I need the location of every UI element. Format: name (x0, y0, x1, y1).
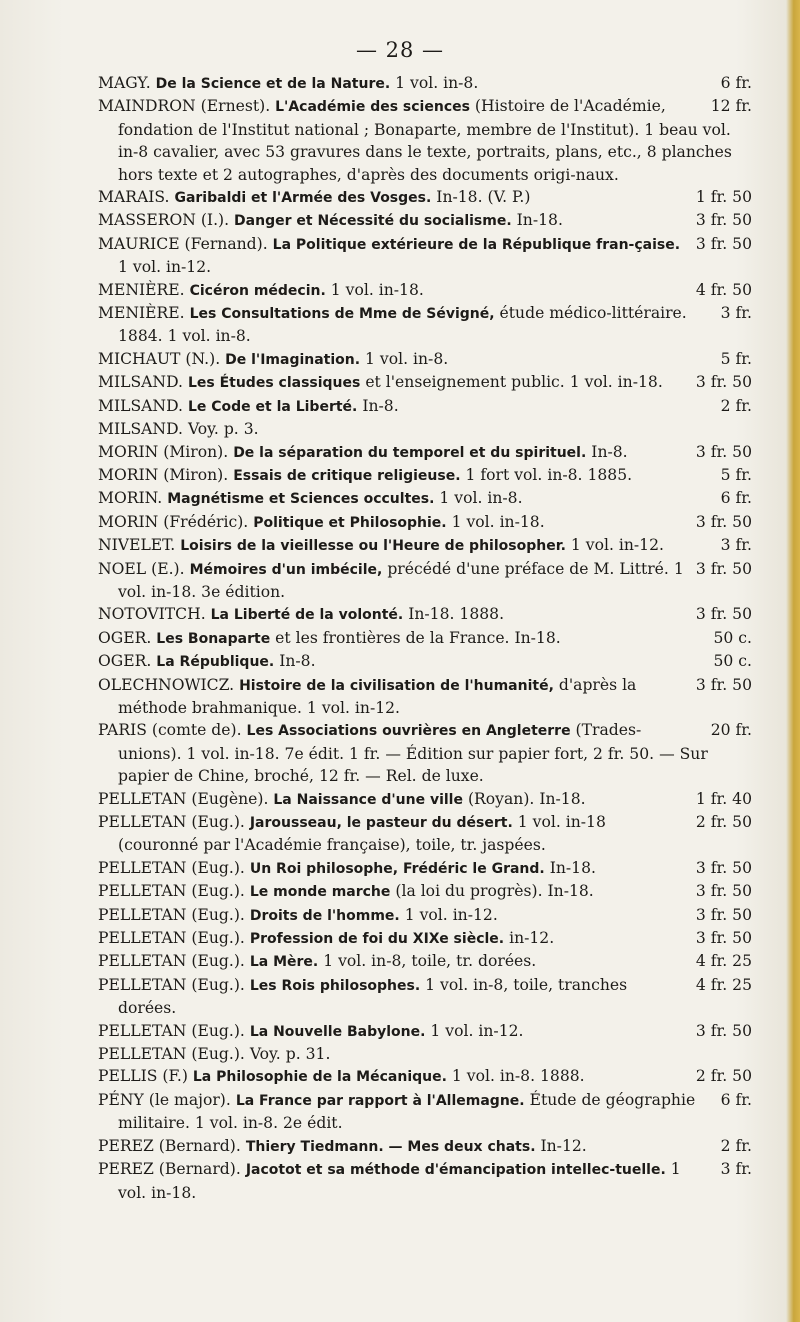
entry-price: 50 c. (713, 652, 752, 671)
entry-author: PEREZ (Bernard). (98, 1136, 241, 1155)
entry-title: Jarousseau, le pasteur du désert. (249, 815, 513, 831)
entry-price: 5 fr. (720, 465, 752, 484)
catalogue-entry (98, 1135, 752, 1158)
entry-title: Thiery Tiedmann. — Mes deux chats. (245, 1138, 536, 1155)
catalogue-entry (98, 487, 752, 510)
entry-title: Essais de critique religieuse. (233, 467, 461, 484)
entry-details: 1 vol. in-8. (439, 489, 523, 508)
entry-author: MAURICE (Fernand). (98, 234, 268, 253)
entry-title: Cicéron médecin. (189, 282, 326, 299)
entry-price: 3 fr. 50 (695, 559, 752, 578)
catalogue-entry (98, 950, 752, 973)
entry-author: MORIN. (98, 489, 163, 508)
entry-title: Garibaldi et l'Armée des Vosges. (174, 190, 432, 207)
entry-price: 3 fr. 50 (695, 211, 752, 230)
entry-title: La République. (156, 654, 275, 671)
entry-price: 3 fr. 50 (695, 905, 752, 924)
entry-price: 1 fr. 50 (695, 188, 752, 207)
entry-details: étude médico-littéraire. 1884. 1 vol. in-8. (118, 304, 687, 346)
catalogue-entry (98, 72, 752, 95)
entry-price: 20 fr. (710, 721, 752, 740)
entry-details: In-8. (279, 652, 316, 671)
entry-title: La Naissance d'une ville (273, 791, 463, 808)
catalogue-entry (98, 811, 752, 857)
catalogue-entry (98, 857, 752, 880)
entry-details: 1 vol. in-8, toile, tr. dorées. (323, 952, 537, 971)
entry-price: 4 fr. 25 (695, 975, 752, 994)
entry-title: Les Études classiques (187, 375, 361, 392)
entry-author: NIVELET. (98, 536, 176, 555)
entry-details: 1 fort vol. in-8. 1885. (465, 465, 633, 484)
entry-price: 3 fr. 50 (695, 442, 752, 461)
page-number: — 28 — (355, 38, 445, 62)
entry-author: MENIÈRE. (98, 280, 185, 299)
catalogue-entry (98, 974, 752, 1020)
catalogue-entry (98, 788, 752, 811)
entry-title: Histoire de la civilisation de l'humanité, (239, 677, 554, 694)
catalogue-entries (98, 72, 752, 1204)
entry-author: PELLETAN (Eug.). (98, 975, 245, 994)
catalogue-entry (98, 650, 752, 673)
entry-author: PELLETAN (Eug.). (98, 813, 245, 831)
entry-price: 5 fr. (720, 349, 752, 368)
catalogue-entry (98, 1158, 752, 1204)
entry-details: (Trades-unions). 1 vol. in-18. 7e édit. 1 fr. — Édition sur papier fort, 2 fr. 50. — Sur papier de Chine, broché, 12 fr. — Rel. de luxe. (118, 721, 708, 786)
entry-price: 3 fr. 50 (695, 882, 752, 901)
entry-details: In-18. (V. P.) (436, 188, 531, 207)
entry-details: d'après la méthode brahmanique. 1 vol. in-12. (118, 675, 637, 717)
entry-title: La Liberté de la volonté. (210, 607, 404, 624)
catalogue-entry (98, 603, 752, 626)
catalogue-entry (98, 1043, 752, 1065)
entry-details: 1 vol. in-8. (395, 74, 479, 92)
entry-title: De l'Imagination. (225, 351, 361, 368)
entry-author: PELLETAN (Eug.). (98, 905, 245, 924)
entry-author: MASSERON (I.). (98, 211, 230, 230)
entry-price: 2 fr. 50 (695, 1067, 752, 1086)
catalogue-entry (98, 279, 752, 302)
catalogue-entry (98, 719, 752, 787)
entry-title: Mémoires d'un imbécile, (189, 561, 383, 578)
entry-title: L'Académie des sciences (275, 99, 470, 116)
entry-price: 3 fr. 50 (695, 234, 752, 253)
entry-details: (la loi du progrès). In-18. (395, 882, 594, 901)
entry-price: 50 c. (713, 628, 752, 647)
entry-author: MAGY. (98, 74, 151, 92)
entry-title: Les Bonaparte (156, 630, 271, 647)
catalogue-entry (98, 418, 752, 440)
entry-details: in-12. (509, 929, 555, 948)
entry-author: PELLIS (F.) (98, 1067, 188, 1086)
catalogue-entry (98, 558, 752, 604)
gilt-page-edge (786, 0, 800, 1322)
entry-author: MARAIS. (98, 188, 170, 207)
entry-author: MORIN (Miron). (98, 465, 229, 484)
entry-details: In-18. (516, 211, 563, 230)
entry-details: 1 vol. in-8. 1888. (451, 1067, 585, 1086)
entry-details: 1 vol. in-18. (330, 280, 424, 299)
catalogue-entry (98, 511, 752, 534)
catalogue-entry (98, 233, 752, 279)
entry-title: Les Consultations de Mme de Sévigné, (189, 306, 495, 323)
entry-author: OGER. (98, 628, 152, 647)
entry-title: Danger et Nécessité du socialisme. (234, 213, 512, 230)
entry-price: 3 fr. (720, 536, 752, 555)
entry-title: Magnétisme et Sciences occultes. (167, 491, 435, 508)
entry-price: 3 fr. (720, 304, 752, 323)
catalogue-entry (98, 95, 752, 186)
entry-details: In-18. (549, 858, 596, 877)
entry-author: PÉNY (le major). (98, 1090, 231, 1109)
entry-author: PELLETAN (Eugène). (98, 789, 269, 808)
entry-details: et l'enseignement public. 1 vol. in-18. (365, 373, 663, 392)
entry-author: NOEL (E.). (98, 559, 185, 578)
catalogue-entry (98, 1065, 752, 1088)
entry-author: MORIN (Miron). (98, 442, 229, 461)
entry-author: MILSAND. (98, 420, 183, 439)
entry-price: 3 fr. 50 (695, 858, 752, 877)
entry-price: 3 fr. 50 (695, 512, 752, 531)
entry-price: 2 fr. (720, 396, 752, 415)
entry-author: MENIÈRE. (98, 304, 185, 323)
entry-price: 3 fr. (720, 1160, 752, 1179)
entry-details: In-8. (591, 442, 628, 461)
entry-author: PELLETAN (Eug.). (98, 952, 245, 971)
catalogue-entry (98, 186, 752, 209)
entry-price: 3 fr. 50 (695, 605, 752, 624)
entry-author: PARIS (comte de). (98, 721, 242, 740)
entry-title: De la Science et de la Nature. (155, 76, 391, 92)
entry-author: OGER. (98, 652, 152, 671)
entry-title: Le monde marche (249, 884, 391, 901)
entry-title: Profession de foi du XIXe siècle. (249, 931, 505, 948)
catalogue-entry (98, 927, 752, 950)
entry-author: OLECHNOWICZ. (98, 675, 235, 694)
catalogue-entry (98, 534, 752, 557)
entry-author: PELLETAN (Eug.). (98, 1045, 245, 1064)
entry-details: Étude de géographie militaire. 1 vol. in-8. 2e édit. (118, 1090, 696, 1133)
entry-price: 6 fr. (720, 74, 752, 92)
entry-price: 12 fr. (710, 97, 752, 116)
entry-author: MAINDRON (Ernest). (98, 97, 271, 116)
entry-title: Droits de l'homme. (249, 907, 400, 924)
entry-title: Loisirs de la vieillesse ou l'Heure de philosopher. (180, 538, 566, 555)
entry-details: et les frontières de la France. In-18. (275, 628, 561, 647)
entry-details: précédé d'une préface de M. Littré. 1 vol. in-18. 3e édition. (118, 559, 684, 601)
entry-price: 6 fr. (720, 489, 752, 508)
entry-author: MICHAUT (N.). (98, 349, 221, 368)
catalogue-entry (98, 674, 752, 720)
entry-author: NOTOVITCH. (98, 605, 206, 624)
catalogue-entry (98, 209, 752, 232)
entry-author: MORIN (Frédéric). (98, 512, 249, 531)
entry-title: Les Associations ouvrières en Angleterre (246, 723, 571, 740)
entry-price: 4 fr. 50 (695, 280, 752, 299)
entry-title: Politique et Philosophie. (253, 514, 447, 531)
entry-details: In-18. 1888. (408, 605, 505, 624)
entry-details: 1 vol. in-12. (118, 258, 212, 277)
entry-details: 1 vol. in-18. (118, 1160, 681, 1202)
entry-details: 1 vol. in-18. (451, 512, 545, 531)
entry-price: 3 fr. 50 (695, 929, 752, 948)
catalogue-entry (98, 1020, 752, 1043)
catalogue-entry (98, 441, 752, 464)
entry-details: 1 vol. in-12. (430, 1021, 524, 1040)
entry-price: 3 fr. 50 (695, 1021, 752, 1040)
entry-title: Le Code et la Liberté. (187, 398, 358, 415)
entry-title: Un Roi philosophe, Frédéric le Grand. (249, 860, 545, 877)
entry-author: PELLETAN (Eug.). (98, 882, 245, 901)
entry-price: 6 fr. (720, 1090, 752, 1109)
entry-price: 3 fr. 50 (695, 373, 752, 392)
entry-details: Voy. p. 3. (187, 420, 259, 439)
entry-price: 4 fr. 25 (695, 952, 752, 971)
entry-details: 1 vol. in-18 (couronné par l'Académie française), toile, tr. jaspées. (118, 813, 606, 855)
entry-details: Voy. p. 31. (249, 1045, 331, 1064)
catalogue-entry (98, 904, 752, 927)
catalogue-entry (98, 1089, 752, 1135)
catalogue-entry (98, 464, 752, 487)
entry-title: La Politique extérieure de la République fran-çaise. (272, 236, 681, 253)
entry-details: 1 vol. in-8, toile, tranches dorées. (118, 975, 628, 1018)
entry-title: Les Rois philosophes. (249, 977, 421, 994)
entry-price: 3 fr. 50 (695, 675, 752, 694)
entry-author: PELLETAN (Eug.). (98, 1021, 245, 1040)
entry-title: La Nouvelle Babylone. (249, 1023, 426, 1040)
entry-price: 2 fr. 50 (695, 813, 752, 831)
entry-details: 1 vol. in-12. (570, 536, 664, 555)
entry-price: 1 fr. 40 (695, 789, 752, 808)
entry-details: 1 vol. in-12. (404, 905, 498, 924)
catalogue-entry (98, 395, 752, 418)
entry-title: De la séparation du temporel et du spirituel. (233, 444, 587, 461)
catalogue-entry (98, 348, 752, 371)
entry-author: PELLETAN (Eug.). (98, 858, 245, 877)
entry-details: In-8. (362, 396, 399, 415)
entry-details: (Royan). In-18. (467, 789, 586, 808)
catalogue-entry (98, 627, 752, 650)
entry-author: PELLETAN (Eug.). (98, 929, 245, 948)
entry-title: Jacotot et sa méthode d'émancipation intellec-tuelle. (245, 1162, 666, 1179)
entry-author: MILSAND. (98, 396, 183, 415)
entry-title: La Philosophie de la Mécanique. (192, 1069, 447, 1086)
entry-author: MILSAND. (98, 373, 183, 392)
catalogue-entry (98, 880, 752, 903)
entry-details: In-12. (540, 1136, 587, 1155)
entry-author: PEREZ (Bernard). (98, 1160, 241, 1179)
entry-title: La Mère. (249, 954, 319, 971)
catalogue-entry (98, 371, 752, 394)
entry-price: 2 fr. (720, 1136, 752, 1155)
catalogue-entry (98, 302, 752, 348)
entry-details: 1 vol. in-8. (365, 349, 449, 368)
entry-details: (Histoire de l'Académie, fondation de l'Institut national ; Bonaparte, membre de l'Institut). 1 beau vol. in-8 cavalier, avec 53 gravures dans le texte, portraits, plans, etc., 8 planches hors texte et 2 autographes, d'après des documents origi-naux. (118, 97, 732, 184)
entry-title: La France par rapport à l'Allemagne. (235, 1092, 525, 1109)
